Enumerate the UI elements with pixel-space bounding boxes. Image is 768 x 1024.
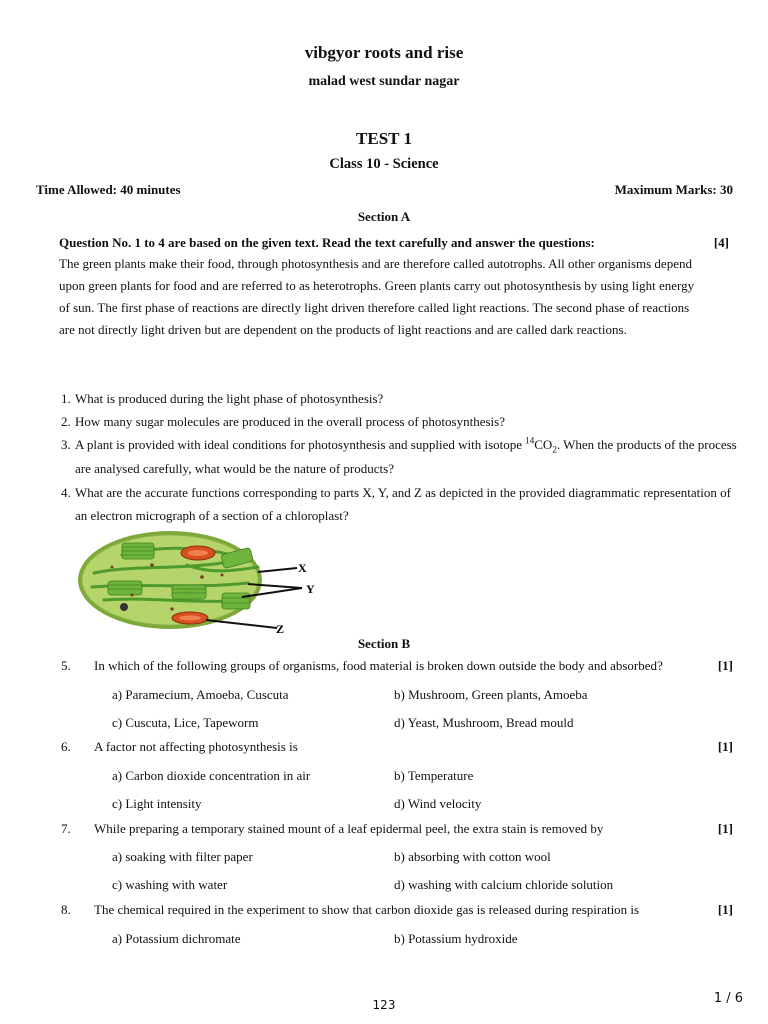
question-marks: [1] — [717, 821, 733, 836]
option-b[interactable]: b) absorbing with cotton wool — [394, 849, 551, 864]
question-number: 7. — [61, 821, 71, 836]
label-z: Z — [276, 622, 285, 636]
question-text: What is produced during the light phase of photosynthesis? — [75, 391, 384, 406]
question-text: A plant is provided with ideal conditions for photosynthesis and supplied with isotope — [75, 437, 526, 452]
school-name: vibgyor roots and rise — [304, 43, 464, 62]
question-4 — [61, 481, 741, 527]
label-x: X — [298, 561, 307, 575]
section-a-question-list — [61, 387, 741, 527]
section-a-title: Section A — [357, 209, 411, 224]
passage-text: The green plants make their food, through photosynthesis and are therefore called autotrophs. All other organisms depend upon green plants for food and are referred to as heterotrophs. Green plants carry out photosynthesis by using light energy of sun. The first phase of reactions are directly light driven therefore called light reactions. The second phase of reactions are not directly light driven but are dependent on the products of light reactions and are called dark reactions. — [59, 256, 695, 337]
isotope-subscript: 2 — [552, 444, 557, 455]
class-subject: Class 10 - Science — [329, 156, 439, 172]
option-a[interactable]: a) Carbon dioxide concentration in air — [112, 768, 311, 783]
option-c[interactable]: c) washing with water — [112, 877, 228, 892]
option-c[interactable]: c) Light intensity — [112, 796, 202, 811]
question-text: While preparing a temporary stained mount of a leaf epidermal peel, the extra stain is removed by — [94, 821, 604, 836]
label-y: Y — [306, 582, 315, 596]
question-text: What are the accurate functions corresponding to parts X, Y, and Z as depicted in the provided diagrammatic representation of an electron micrograph of a section of a chloroplast? — [75, 485, 731, 523]
question-marks: [1] — [717, 739, 733, 754]
question-number: 1. — [61, 391, 71, 406]
time-allowed: Time Allowed: 40 minutes — [36, 182, 181, 197]
option-b[interactable]: b) Temperature — [394, 768, 474, 783]
question-marks: [1] — [717, 658, 733, 673]
section-b-title: Section B — [357, 636, 411, 651]
option-b[interactable]: b) Mushroom, Green plants, Amoeba — [394, 687, 588, 702]
footer-code: 123 — [372, 998, 396, 1012]
question-text: In which of the following groups of organisms, food material is broken down outside the body and absorbed? — [94, 658, 663, 673]
question-number: 8. — [61, 902, 71, 917]
school-address: malad west sundar nagar — [308, 74, 460, 89]
question-1 — [61, 387, 741, 410]
chloroplast-diagram — [72, 525, 332, 640]
test-title: TEST 1 — [356, 129, 412, 148]
option-a[interactable]: a) Paramecium, Amoeba, Cuscuta — [112, 687, 289, 702]
option-a[interactable]: a) soaking with filter paper — [112, 849, 253, 864]
question-text: How many sugar molecules are produced in the overall process of photosynthesis? — [75, 414, 505, 429]
maximum-marks: Maximum Marks: 30 — [614, 182, 733, 197]
question-marks: [1] — [717, 902, 733, 917]
option-c[interactable]: c) Cuscuta, Lice, Tapeworm — [112, 715, 259, 730]
isotope-superscript: 14 — [525, 435, 535, 446]
question-text-cont: . When the products of the process are analysed carefully, what would be the nature of products? — [75, 437, 737, 476]
isotope-formula: CO — [534, 437, 553, 452]
question-2 — [61, 410, 741, 433]
question-number: 6. — [61, 739, 71, 754]
option-d[interactable]: d) washing with calcium chloride solution — [394, 877, 614, 892]
page-number: 1 / 6 — [713, 991, 743, 1006]
question-number: 4. — [61, 485, 71, 500]
option-d[interactable]: d) Wind velocity — [394, 796, 482, 811]
section-a-instruction: Question No. 1 to 4 are based on the given text. Read the text carefully and answer the questions: — [59, 235, 595, 250]
question-number: 5. — [61, 658, 71, 673]
section-a-marks: [4] — [713, 235, 729, 250]
question-text: A factor not affecting photosynthesis is — [94, 739, 298, 754]
question-number: 3. — [61, 437, 71, 452]
option-b[interactable]: b) Potassium hydroxide — [394, 931, 518, 946]
question-3 — [61, 433, 741, 481]
question-text: The chemical required in the experiment to show that carbon dioxide gas is released during respiration is — [94, 902, 640, 917]
question-number: 2. — [61, 414, 71, 429]
option-a[interactable]: a) Potassium dichromate — [112, 931, 241, 946]
option-d[interactable]: d) Yeast, Mushroom, Bread mould — [394, 715, 574, 730]
